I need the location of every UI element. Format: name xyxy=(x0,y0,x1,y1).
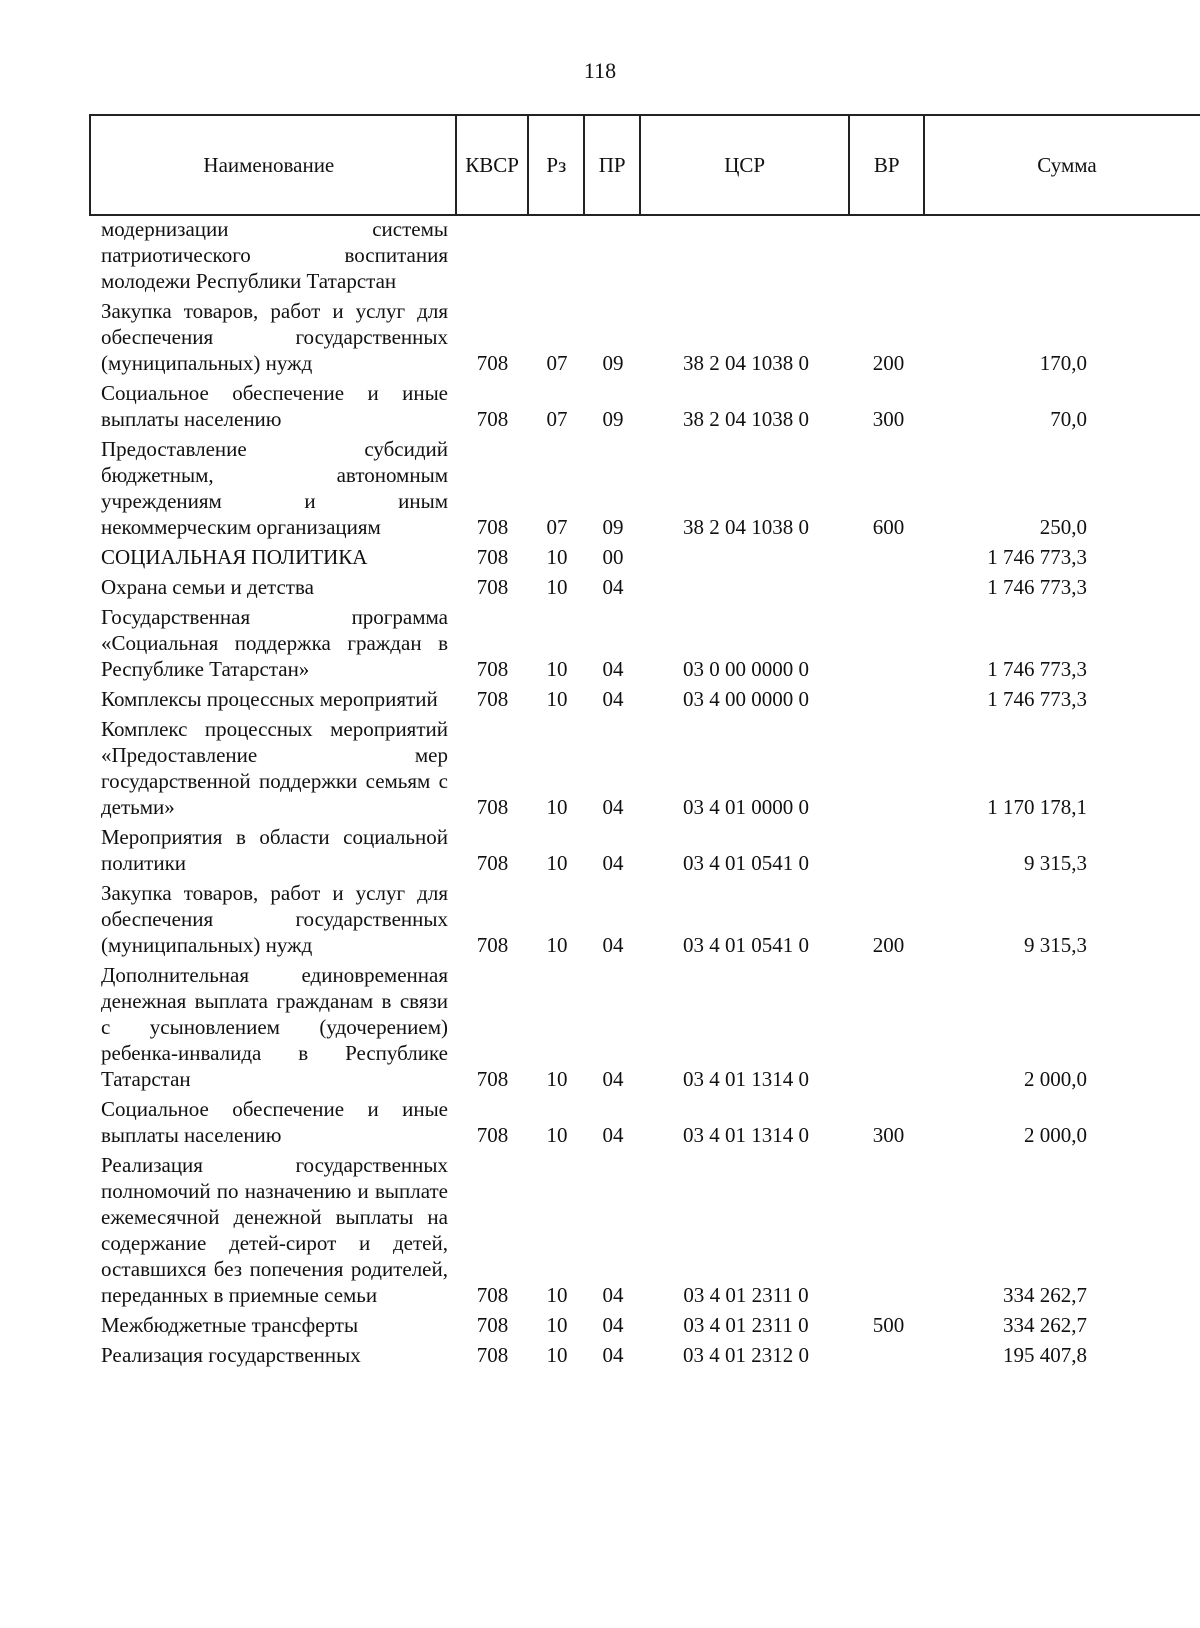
header-pr: ПР xyxy=(585,116,641,214)
header-sum: Сумма xyxy=(1037,152,1097,177)
table-row xyxy=(89,686,1200,712)
row-rz: 10 xyxy=(546,1283,568,1307)
row-sum: 195 407,8 xyxy=(1003,1343,1087,1367)
row-csr: 03 4 00 0000 0 xyxy=(683,687,809,711)
row-name: Социальное обеспечение и иные выплаты населению xyxy=(101,381,448,431)
row-rz: 10 xyxy=(546,933,568,957)
table-row xyxy=(89,824,1200,876)
row-pr: 00 xyxy=(602,545,624,569)
table-row xyxy=(89,1312,1200,1338)
row-sum: 1 170 178,1 xyxy=(987,795,1087,819)
header-kvsr: КВСР xyxy=(457,116,530,214)
row-kvsr: 708 xyxy=(476,851,509,875)
row-kvsr: 708 xyxy=(476,545,509,569)
table-row xyxy=(89,1152,1200,1308)
row-sum: 9 315,3 xyxy=(1024,851,1087,875)
row-name: Реализация государственных xyxy=(101,1343,361,1367)
row-name: Предоставление субсидий бюджетным, автономным учреждениям и иным некоммерческим организациям xyxy=(101,437,448,539)
row-kvsr: 708 xyxy=(476,1283,509,1307)
row-csr: 03 4 01 1314 0 xyxy=(683,1123,809,1147)
table-row xyxy=(89,604,1200,682)
row-rz: 10 xyxy=(546,1067,568,1091)
header-name: Наименование xyxy=(91,116,457,214)
table-row xyxy=(89,298,1200,376)
row-kvsr: 708 xyxy=(476,1343,509,1367)
row-csr: 38 2 04 1038 0 xyxy=(683,351,809,375)
row-pr: 09 xyxy=(602,351,624,375)
table-row xyxy=(89,716,1200,820)
row-name: Социальное обеспечение и иные выплаты населению xyxy=(101,1097,448,1147)
row-csr: 03 0 00 0000 0 xyxy=(683,657,809,681)
row-csr: 03 4 01 0541 0 xyxy=(683,933,809,957)
row-csr: 38 2 04 1038 0 xyxy=(683,407,809,431)
row-vr: 500 xyxy=(872,1313,905,1337)
row-name: Мероприятия в области социальной политики xyxy=(101,825,448,875)
row-rz: 07 xyxy=(546,407,568,431)
row-kvsr: 708 xyxy=(476,933,509,957)
table-row xyxy=(89,380,1200,432)
row-pr: 04 xyxy=(602,657,624,681)
row-csr: 03 4 01 1314 0 xyxy=(683,1067,809,1091)
row-vr: 300 xyxy=(872,1123,905,1147)
row-csr: 03 4 01 2311 0 xyxy=(683,1313,809,1337)
row-sum: 170,0 xyxy=(1039,351,1087,375)
row-vr: 300 xyxy=(872,407,905,431)
table-body xyxy=(89,216,1200,1372)
row-rz: 10 xyxy=(546,1123,568,1147)
row-pr: 09 xyxy=(602,515,624,539)
row-rz: 10 xyxy=(546,1343,568,1367)
row-pr: 04 xyxy=(602,1313,624,1337)
row-rz: 10 xyxy=(546,795,568,819)
table-row xyxy=(89,216,1200,294)
row-kvsr: 708 xyxy=(476,687,509,711)
row-name: Закупка товаров, работ и услуг для обеспечения государственных (муниципальных) нужд xyxy=(101,881,448,957)
row-rz: 10 xyxy=(546,657,568,681)
row-kvsr: 708 xyxy=(476,795,509,819)
row-rz: 10 xyxy=(546,851,568,875)
row-name: Закупка товаров, работ и услуг для обеспечения государственных (муниципальных) нужд xyxy=(101,299,448,375)
header-vr: ВР xyxy=(850,116,925,214)
row-name: Государственная программа «Социальная поддержка граждан в Республике Татарстан» xyxy=(101,605,448,681)
row-name: Дополнительная единовременная денежная выплата гражданам в связи с усыновлением (удочерением) ребенка-инвалида в Республике Татарстан xyxy=(101,963,448,1091)
table-row xyxy=(89,574,1200,600)
row-csr: 03 4 01 0541 0 xyxy=(683,851,809,875)
page-number: 118 xyxy=(583,58,617,83)
row-pr: 04 xyxy=(602,795,624,819)
row-sum: 334 262,7 xyxy=(1003,1283,1087,1307)
row-pr: 09 xyxy=(602,407,624,431)
row-pr: 04 xyxy=(602,933,624,957)
row-kvsr: 708 xyxy=(476,1123,509,1147)
row-csr: 03 4 01 2312 0 xyxy=(683,1343,809,1367)
row-kvsr: 708 xyxy=(476,1313,509,1337)
row-sum: 1 746 773,3 xyxy=(987,545,1087,569)
row-rz: 10 xyxy=(546,1313,568,1337)
table-row xyxy=(89,962,1200,1092)
row-sum: 2 000,0 xyxy=(1024,1123,1087,1147)
table-header xyxy=(89,114,1200,216)
row-csr: 38 2 04 1038 0 xyxy=(683,515,809,539)
row-name: модернизации системы патриотического воспитания молодежи Республики Татарстан xyxy=(101,217,448,293)
table-row xyxy=(89,436,1200,540)
header-rz: Рз xyxy=(529,116,585,214)
row-vr: 600 xyxy=(872,515,905,539)
table-row xyxy=(89,880,1200,958)
row-pr: 04 xyxy=(602,1283,624,1307)
row-name: СОЦИАЛЬНАЯ ПОЛИТИКА xyxy=(101,545,368,569)
row-pr: 04 xyxy=(602,851,624,875)
row-name: Межбюджетные трансферты xyxy=(101,1313,359,1337)
row-name: Реализация государственных полномочий по назначению и выплате ежемесячной денежной выплаты на содержание детей-сирот и детей, оставшихся без попечения родителей, переданных в приемные семьи xyxy=(101,1153,448,1307)
row-vr: 200 xyxy=(872,933,905,957)
row-csr: 03 4 01 0000 0 xyxy=(683,795,809,819)
row-pr: 04 xyxy=(602,687,624,711)
row-kvsr: 708 xyxy=(476,1067,509,1091)
row-rz: 10 xyxy=(546,687,568,711)
table-row xyxy=(89,1342,1200,1368)
row-kvsr: 708 xyxy=(476,657,509,681)
row-name: Охрана семьи и детства xyxy=(101,575,314,599)
row-pr: 04 xyxy=(602,1067,624,1091)
row-sum: 70,0 xyxy=(1050,407,1087,431)
row-rz: 10 xyxy=(546,575,568,599)
row-name: Комплексы процессных мероприятий xyxy=(101,687,438,711)
row-vr: 200 xyxy=(872,351,905,375)
row-sum: 2 000,0 xyxy=(1024,1067,1087,1091)
row-rz: 07 xyxy=(546,351,568,375)
row-rz: 07 xyxy=(546,515,568,539)
row-sum: 9 315,3 xyxy=(1024,933,1087,957)
row-kvsr: 708 xyxy=(476,407,509,431)
header-csr: ЦСР xyxy=(641,116,850,214)
row-sum: 334 262,7 xyxy=(1003,1313,1087,1337)
row-sum: 1 746 773,3 xyxy=(987,575,1087,599)
row-sum: 250,0 xyxy=(1039,515,1087,539)
row-kvsr: 708 xyxy=(476,351,509,375)
row-rz: 10 xyxy=(546,545,568,569)
row-csr: 03 4 01 2311 0 xyxy=(683,1283,809,1307)
row-sum: 1 746 773,3 xyxy=(987,687,1087,711)
row-kvsr: 708 xyxy=(476,575,509,599)
row-name: Комплекс процессных мероприятий «Предоставление мер государственной поддержки семьям с детьми» xyxy=(101,717,448,819)
row-kvsr: 708 xyxy=(476,515,509,539)
row-pr: 04 xyxy=(602,1343,624,1367)
row-pr: 04 xyxy=(602,1123,624,1147)
table-row xyxy=(89,544,1200,570)
row-sum: 1 746 773,3 xyxy=(987,657,1087,681)
row-pr: 04 xyxy=(602,575,624,599)
table-row xyxy=(89,1096,1200,1148)
